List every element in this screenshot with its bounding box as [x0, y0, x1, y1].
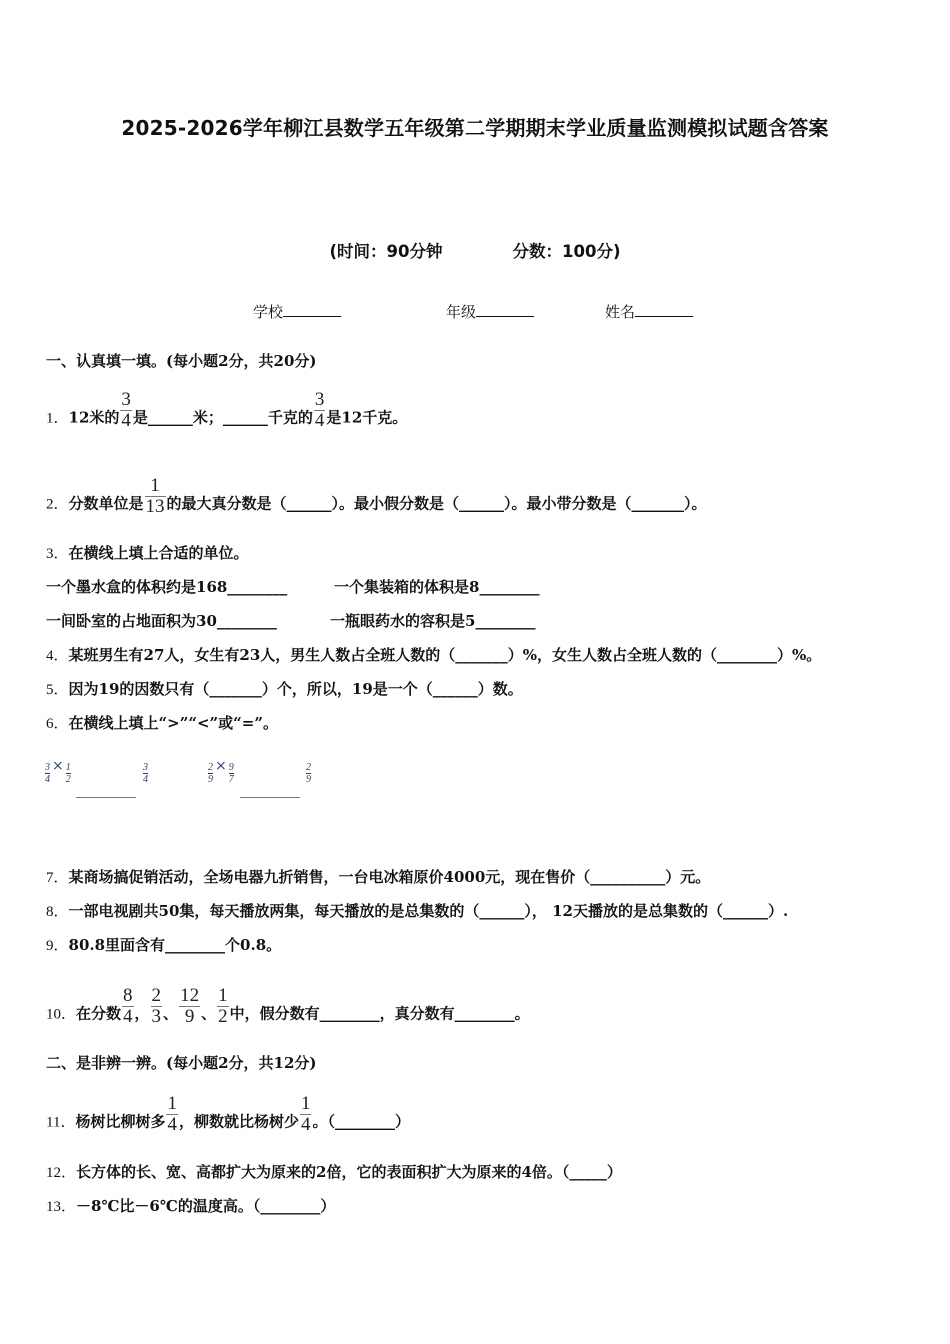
- q13-text[interactable]: －8℃比－6℃的温度高。（________）: [76, 1197, 336, 1215]
- q6-e2-times: ×: [215, 758, 227, 774]
- q10-fraction-2: [151, 986, 163, 1027]
- score-label: 分数：100分): [512, 242, 621, 261]
- q9-text[interactable]: 80.8里面含有________个0.8。: [68, 936, 282, 954]
- q1-text-2[interactable]: 是______米；______千克的: [132, 408, 313, 427]
- q10-f2-denominator: 3: [151, 1006, 162, 1027]
- name-field: [605, 301, 693, 322]
- q9-number: 9．: [46, 938, 69, 954]
- q10-sep-3: 、: [201, 1004, 217, 1023]
- q6-number: 6．: [46, 716, 69, 732]
- q13-number: 13．: [46, 1199, 77, 1215]
- q6-e1-frac-c: [143, 756, 148, 785]
- q6-e1-c-numerator: 3: [143, 762, 148, 773]
- q6-e1-frac-a: [45, 762, 50, 785]
- q6-e2-blank[interactable]: ________: [240, 780, 300, 798]
- question-10: [46, 985, 530, 1035]
- q6-e2-frac-c: [306, 756, 311, 785]
- q11-text-3[interactable]: 。（________）: [312, 1112, 410, 1131]
- grade-field: [446, 301, 534, 322]
- q11-fraction-1: [166, 1094, 178, 1135]
- q10-fraction-4: [217, 986, 229, 1027]
- time-label: (时间：90分钟: [329, 242, 443, 261]
- q6-e2-b-denominator: 7: [228, 774, 234, 785]
- q10-f1-denominator: 4: [123, 1006, 133, 1027]
- question-4: [46, 646, 821, 665]
- q5-text[interactable]: 因为19的因数只有（_______）个，所以，19是一个（______）数。: [68, 680, 523, 698]
- q1-f2-denominator: 4: [314, 410, 325, 431]
- q2-number: 2．: [46, 496, 69, 513]
- q3-text: 在横线上填上合适的单位。: [68, 544, 249, 562]
- q1-fraction-1: [120, 390, 132, 431]
- question-9: [46, 936, 281, 955]
- grade-label: 年级: [446, 303, 477, 321]
- q6-e1-b-denominator: 2: [65, 774, 71, 785]
- q6-e2-a-numerator: 2: [208, 762, 213, 773]
- q4-text[interactable]: 某班男生有27人，女生有23人，男生人数占全班人数的（_______）%，女生人数占全班人数的（________）%。: [68, 646, 822, 664]
- q11-fraction-2: [300, 1094, 312, 1135]
- q6-e1-a-denominator: 4: [45, 774, 50, 785]
- q6-e1-frac-b: [66, 762, 71, 785]
- q7-number: 7．: [46, 870, 69, 886]
- q2-denominator: 13: [145, 496, 165, 517]
- q1-number: 1．: [46, 410, 69, 427]
- q1-text-1: 12米的: [68, 408, 120, 427]
- q3-row1a[interactable]: 一个墨水盒的体积约是168________: [46, 578, 288, 596]
- q6-e2-c-denominator: 9: [306, 774, 311, 785]
- question-13: [46, 1197, 335, 1216]
- q2-text-1: 分数单位是: [68, 494, 144, 513]
- q11-f1-denominator: 4: [167, 1114, 177, 1135]
- q6-expression-1: [45, 756, 71, 785]
- question-5: [46, 680, 523, 699]
- grade-blank[interactable]: [476, 302, 534, 317]
- exam-subtitle: [0, 238, 950, 262]
- q10-fraction-1: [122, 986, 134, 1027]
- q10-text-1: 在分数: [76, 1004, 122, 1023]
- q10-f2-numerator: 2: [151, 985, 162, 1006]
- q10-number: 10．: [46, 1006, 77, 1023]
- exam-title: 2025-2026学年柳江县数学五年级第二学期期末学业质量监测模拟试题含答案: [121, 116, 829, 140]
- q6-e2-frac-b: [229, 762, 234, 785]
- q10-f3-denominator: 9: [184, 1006, 195, 1027]
- q2-numerator: 1: [150, 475, 160, 496]
- school-label: 学校: [253, 303, 284, 321]
- q1-f1-numerator: 3: [121, 389, 131, 410]
- q10-f1-numerator: 8: [123, 985, 133, 1006]
- q6-e1-a-numerator: 3: [45, 762, 50, 773]
- question-1: [46, 389, 408, 439]
- q11-f2-denominator: 4: [300, 1114, 311, 1135]
- q6-expression-2: [208, 756, 234, 785]
- q1-text-3: 是12千克。: [326, 408, 408, 427]
- q10-f3-numerator: 12: [180, 985, 200, 1006]
- q7-text[interactable]: 某商场搞促销活动，全场电器九折销售，一台电冰箱原价4000元，现在售价（__________）元。: [68, 868, 711, 886]
- q3-row2b[interactable]: 一瓶眼药水的容积是5________: [330, 612, 536, 630]
- school-field: [253, 301, 341, 322]
- q4-number: 4．: [46, 648, 69, 664]
- question-6: [46, 714, 278, 733]
- q5-number: 5．: [46, 682, 69, 698]
- q10-fraction-3: [179, 986, 200, 1027]
- q10-f4-denominator: 2: [218, 1006, 228, 1027]
- q10-text-2[interactable]: 中，假分数有________，真分数有________。: [229, 1004, 530, 1023]
- q6-e2-a-denominator: 9: [208, 774, 213, 785]
- name-blank[interactable]: [635, 302, 693, 317]
- q10-sep-2: 、: [163, 1004, 179, 1023]
- q8-number: 8．: [46, 904, 69, 920]
- q8-text[interactable]: 一部电视剧共50集，每天播放两集，每天播放的是总集数的（______）， 12天播放的是总集数的（______）.: [68, 902, 789, 920]
- q11-number: 11．: [46, 1114, 76, 1131]
- q6-e1-times: ×: [52, 758, 64, 774]
- q3-row2a[interactable]: 一间卧室的占地面积为30________: [46, 612, 277, 630]
- q12-number: 12．: [46, 1165, 77, 1181]
- section2-heading: 二、是非辨一辨。(每小题2分，共12分): [46, 1054, 317, 1072]
- q1-fraction-2: [314, 390, 326, 431]
- q6-e2-c-numerator: 2: [306, 762, 311, 773]
- section1-heading: 一、认真填一填。(每小题2分，共20分): [46, 352, 317, 370]
- question-2: [46, 475, 707, 525]
- question-7: [46, 868, 710, 887]
- name-label: 姓名: [605, 303, 636, 321]
- q6-e2-b-numerator: 9: [228, 762, 234, 773]
- q12-text[interactable]: 长方体的长、宽、高都扩大为原来的2倍，它的表面积扩大为原来的4倍。（_____）: [76, 1163, 622, 1181]
- q6-text: 在横线上填上“>”“<”或“=”。: [68, 714, 278, 732]
- question-12: [46, 1163, 622, 1182]
- q10-f4-numerator: 1: [218, 985, 228, 1006]
- q10-sep-1: ，: [134, 1004, 150, 1023]
- question-11: [46, 1093, 410, 1143]
- q6-e1-blank[interactable]: ________: [76, 780, 136, 798]
- q11-f1-numerator: 1: [167, 1093, 177, 1114]
- q11-text-1: 杨树比柳树多: [75, 1112, 166, 1131]
- q2-fraction: [145, 476, 166, 517]
- q1-f2-numerator: 3: [314, 389, 325, 410]
- q6-e2-frac-a: [208, 762, 213, 785]
- q11-f2-numerator: 1: [300, 1093, 311, 1114]
- q1-f1-denominator: 4: [121, 410, 131, 431]
- q6-e1-b-numerator: 1: [65, 762, 71, 773]
- school-blank[interactable]: [283, 302, 341, 317]
- question-8: [46, 902, 788, 921]
- q11-text-2: ，柳数就比杨树少: [178, 1112, 299, 1131]
- q3-number: 3．: [46, 546, 69, 562]
- question-3: [46, 544, 249, 563]
- q6-e1-c-denominator: 4: [143, 774, 148, 785]
- q3-row1b[interactable]: 一个集装箱的体积是8________: [334, 578, 540, 596]
- q2-text-2[interactable]: 的最大真分数是（______）。最小假分数是（______）。最小带分数是（_______）。: [166, 494, 707, 513]
